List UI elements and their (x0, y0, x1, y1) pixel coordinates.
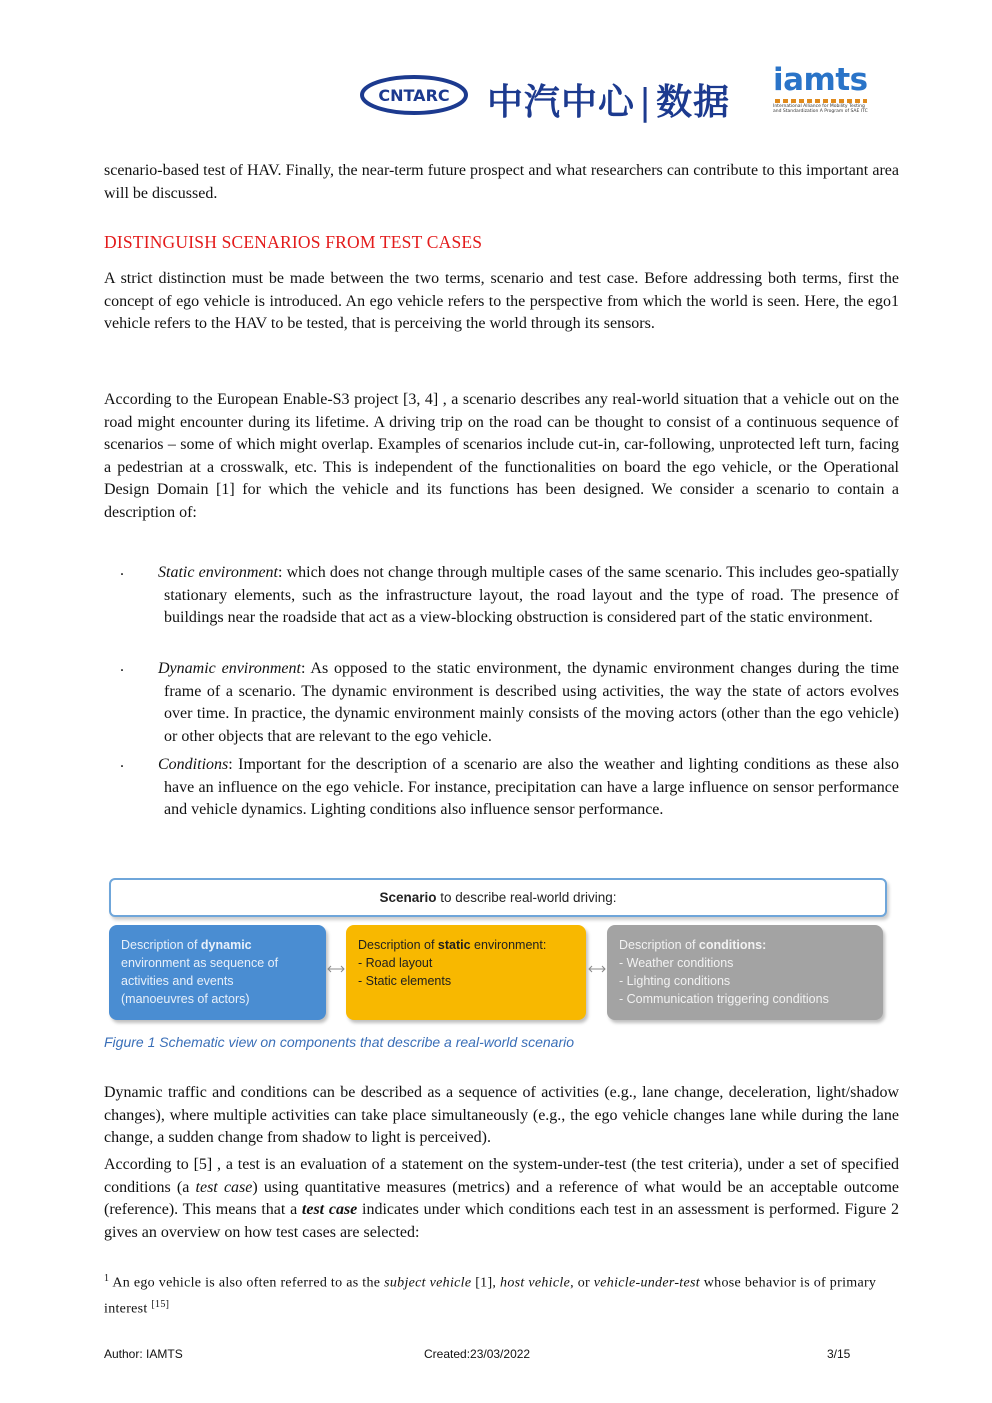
bullet-mark: . (120, 754, 124, 771)
footnote-term-subject-vehicle: subject vehicle (384, 1275, 472, 1291)
header-logos (355, 62, 875, 126)
iamts-logo-text: iamts (773, 62, 868, 98)
cnarc-logo (359, 74, 469, 116)
bullet-text (158, 658, 900, 748)
bullet-mark: . (120, 658, 124, 675)
dynamic-environment-box (109, 925, 326, 1020)
static-box-line1 (358, 936, 574, 954)
intro-paragraph: scenario-based test of HAV. Finally, the near-term future prospect and what researchers can contribute to this important area will be discussed. (104, 162, 899, 202)
dynamic-box-line1 (121, 936, 314, 954)
para4-term-test-case: test case (195, 1178, 253, 1196)
para4-part-c: indicates under which conditions each test in an assessment is performed. Figure 2 gives an overview on how test cases are selected: (104, 1201, 900, 1241)
figure-title-box (109, 878, 887, 917)
footnote-reference: [15] (151, 1298, 170, 1310)
cn-logo-part1: 中汽中心 (487, 82, 636, 123)
paragraph-dynamic-traffic: Dynamic traffic and conditions can be described as a sequence of activities (e.g., lane change, deceleration, light/shadow changes), where multiple activities can take place simultaneously (e.g., the ego vehicle changes lane while during the lane change, a sudden change from shadow to light is perceived). (104, 1084, 899, 1147)
bullet-term: Conditions (158, 756, 229, 773)
conditions-box-line1-pre: Description of (619, 938, 699, 952)
paragraph-ego-vehicle: A strict distinction must be made between the two terms, scenario and test case. Before addressing both terms, first the concept of ego vehicle is introduced. An ego vehicle refers to the perspective from which the world is seen. Here, the ego1 vehicle refers to the HAV to be tested, that is perceiving the world through its sensors. (104, 270, 899, 333)
bullet-text (158, 562, 900, 630)
footnote-part-b: [1], (471, 1275, 501, 1291)
footnote-term-vehicle-under-test: vehicle-under-test (593, 1275, 700, 1291)
figure-title-rest: to describe real-world driving: (436, 890, 617, 905)
iamts-logo (767, 62, 877, 122)
iamts-logo-subtitle: International Alliance for Mobility Testing and Standardization A Program of SAE ITC (773, 104, 868, 114)
bullet-term: Static environment (158, 564, 278, 581)
footnote (104, 1268, 894, 1319)
static-box-line1-post: environment: (470, 938, 547, 952)
iamts-logo-dots (775, 99, 867, 103)
para4-part-a: According to [5] , a test is an evaluation of a statement on the system-under-test (the test criteria), under a set of specified conditions (a (104, 1156, 899, 1196)
conditions-box-item1: - Weather conditions (619, 956, 734, 970)
static-box-line1-bold: static (437, 938, 471, 952)
footnote-part-a: An ego vehicle is also often referred to as the (109, 1275, 385, 1291)
dynamic-box-line1-pre: Description of (121, 938, 201, 952)
conditions-box-item3: - Communication triggering conditions (619, 992, 829, 1006)
bullet-text (158, 754, 899, 822)
bullet-body: : which does not change through multiple cases of the same scenario. This includes geo-spatially stationary elements, such as the infrastructure layout, the road layout and the type of road. The presence of buildings near the roadside that act as a view-blocking obstruction is considered part of the static environment. (164, 564, 900, 627)
conditions-box-item2: - Lighting conditions (619, 974, 731, 988)
conditions-box (607, 925, 883, 1020)
dynamic-box-line2: environment as sequence of (121, 956, 279, 970)
footnote-number: 1 (104, 1273, 110, 1284)
figure-caption: Figure 1 Schematic view on components that describe a real-world scenario (104, 1034, 575, 1050)
static-box-item1: - Road layout (358, 956, 433, 970)
footer-page-number: 3/15 (827, 1347, 851, 1361)
para4-term-test-case-bold: test case (301, 1201, 358, 1219)
cn-logo-part2: 数据 (656, 82, 731, 123)
footnote-part-c: , or (570, 1275, 594, 1291)
dynamic-box-line1-bold: dynamic (200, 938, 252, 952)
section-heading: DISTINGUISH SCENARIOS FROM TEST CASES (104, 232, 483, 252)
paragraph-test-definition (104, 1154, 899, 1244)
conditions-box-line1-bold: conditions: (698, 938, 767, 952)
bullet-body: : As opposed to the static environment, the dynamic environment changes during the time frame of a scenario. The dynamic environment is described using activities, the way the state of actors evolves over time. In practice, the dynamic environment mainly consists of the moving actors (other than the ego vehicle) or other objects that are relevant to the ego vehicle. (164, 660, 900, 745)
cn-logo-separator: | (639, 82, 653, 123)
footnote-part-d: whose behavior is of primary interest (104, 1275, 877, 1317)
bullet-term: Dynamic environment (158, 660, 301, 677)
figure-title-bold: Scenario (379, 890, 437, 905)
double-arrow-icon (587, 964, 607, 974)
bullet-mark: . (120, 562, 124, 579)
dynamic-box-line3: activities and events (121, 974, 234, 988)
dynamic-box-line4: (manoeuvres of actors) (121, 992, 250, 1006)
paragraph-scenario-definition: According to the European Enable-S3 project [3, 4] , a scenario describes any real-world situation that a vehicle out on the road might encounter during its lifetime. A driving trip on the road can be thought to consist of a continuous sequence of scenarios – some of which might overlap. Examples of scenarios include cut-in, car-following, unprotected left turn, facing a pedestrian at a crosswalk, etc. This is independent of the functionalities on board the ego vehicle, or the Operational Design Domain [1] for which the vehicle and its functions has been designed. We consider a scenario to contain a description of: (104, 391, 899, 521)
footnote-term-host-vehicle: host vehicle (500, 1275, 571, 1291)
footer-author: Author: IAMTS (104, 1347, 183, 1361)
bullet-body: : Important for the description of a scenario are also the weather and lighting conditions as these also have an influence on the ego vehicle. For instance, precipitation can have a large influence on sensor performance and vehicle dynamics. Lighting conditions also influence sensor performance. (164, 756, 899, 819)
cnarc-logo-text: CNTARC (378, 86, 450, 105)
static-environment-box (346, 925, 586, 1020)
static-box-item2: - Static elements (358, 974, 452, 988)
conditions-box-line1 (619, 936, 871, 954)
para4-part-b: ) using quantitative measures (metrics) and a reference of what would be an acceptable outcome (reference). This means that a (104, 1178, 900, 1219)
static-box-line1-pre: Description of (358, 938, 438, 952)
cn-logo-text (487, 74, 730, 125)
double-arrow-icon (326, 964, 346, 974)
footer-created: Created:23/03/2022 (424, 1347, 531, 1361)
